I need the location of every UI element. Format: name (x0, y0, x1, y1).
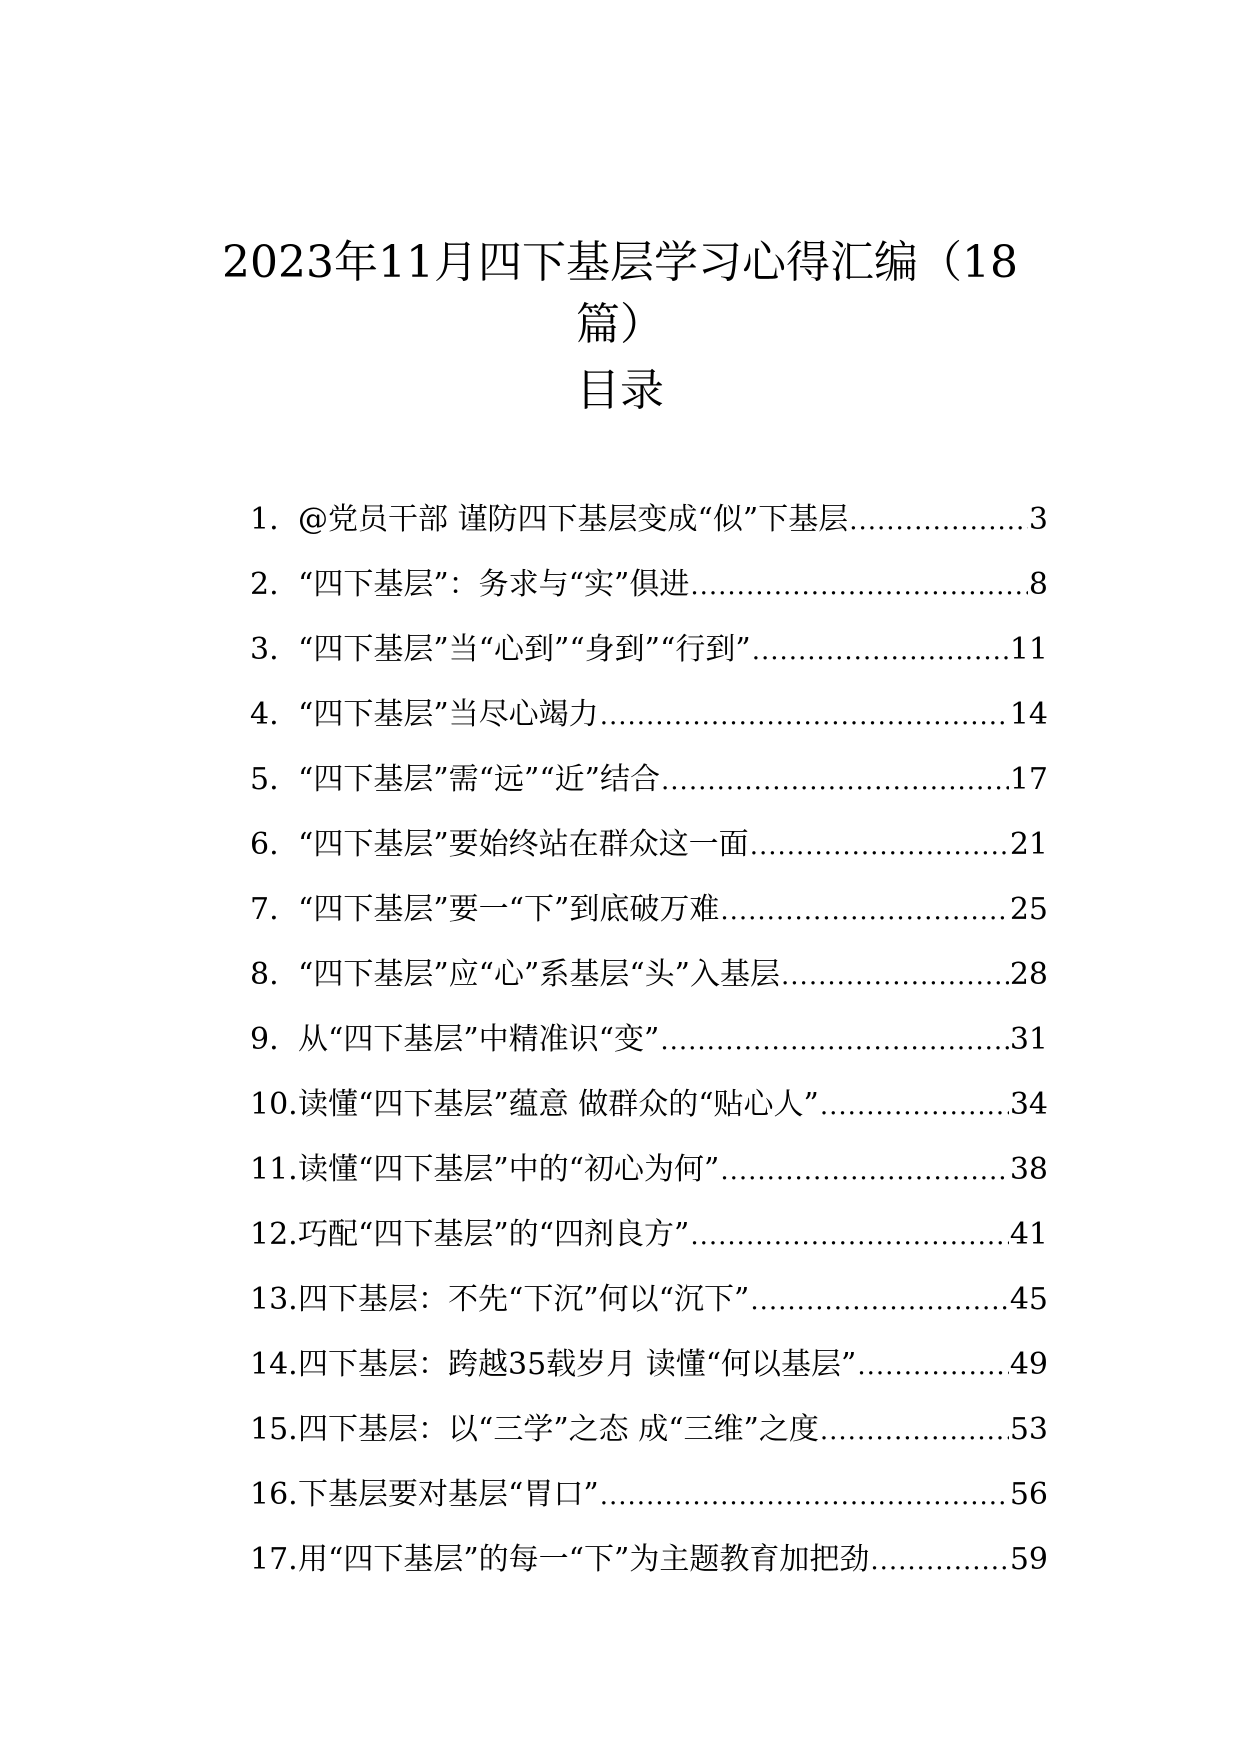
table-of-contents (250, 498, 1048, 1603)
dot-leader (661, 759, 1009, 803)
toc-entry-title: 读懂“四下基层”蕴意 做群众的“贴心人” (298, 1087, 819, 1122)
toc-entry-number: 14. (250, 1347, 298, 1382)
toc-entry[interactable] (250, 1018, 1048, 1083)
toc-entry-number: 9. (250, 1022, 279, 1057)
toc-entry[interactable] (250, 1343, 1048, 1408)
toc-entry[interactable] (250, 498, 1048, 563)
toc-entry-title: 四下基层：不先“下沉”何以“沉下” (298, 1282, 750, 1317)
toc-entry[interactable] (250, 563, 1048, 628)
toc-entry-title: “四下基层”：务求与“实”俱进 (298, 567, 690, 602)
toc-entry[interactable] (250, 1083, 1048, 1148)
toc-entry[interactable] (250, 1538, 1048, 1603)
toc-entry[interactable] (250, 1473, 1048, 1538)
toc-entry-page: 56 (1009, 1477, 1048, 1512)
toc-entry-number: 8. (250, 957, 279, 992)
dot-leader (752, 629, 1009, 673)
dot-leader (690, 564, 1028, 608)
toc-entry[interactable] (250, 758, 1048, 823)
toc-entry-number: 5. (250, 762, 279, 797)
toc-entry-page: 38 (1009, 1152, 1048, 1187)
toc-entry[interactable] (250, 1278, 1048, 1343)
toc-entry[interactable] (250, 1148, 1048, 1213)
toc-entry-number: 17. (250, 1542, 298, 1577)
toc-entry-page: 49 (1009, 1347, 1048, 1382)
toc-entry-page: 14 (1009, 697, 1048, 732)
toc-entry[interactable] (250, 888, 1048, 953)
toc-entry-title: “四下基层”要一“下”到底破万难 (298, 892, 720, 927)
toc-entry-page: 53 (1009, 1412, 1048, 1447)
toc-entry-title: 从“四下基层”中精准识“变” (298, 1022, 660, 1057)
toc-entry-number: 15. (250, 1412, 298, 1447)
toc-entry-number: 13. (250, 1282, 298, 1317)
dot-leader (849, 499, 1028, 543)
toc-entry[interactable] (250, 1408, 1048, 1473)
toc-entry-number: 12. (250, 1217, 298, 1252)
toc-entry-title: “四下基层”当尽心竭力 (298, 697, 599, 732)
toc-entry-number: 11. (250, 1152, 298, 1187)
dot-leader (750, 1279, 1008, 1323)
dot-leader (857, 1344, 1008, 1388)
dot-leader (600, 694, 1009, 738)
dot-leader (600, 1474, 1009, 1518)
dot-leader (820, 1409, 1009, 1453)
toc-entry-title: “四下基层”当“心到”“身到”“行到” (298, 632, 751, 667)
toc-entry-page: 41 (1009, 1217, 1048, 1252)
toc-entry-page: 8 (1028, 567, 1048, 602)
toc-entry-title: 巧配“四下基层”的“四剂良方” (298, 1217, 690, 1252)
toc-entry-page: 17 (1009, 762, 1048, 797)
toc-entry-number: 16. (250, 1477, 298, 1512)
dot-leader (750, 824, 1009, 868)
dot-leader (781, 954, 1009, 998)
toc-entry-title: 读懂“四下基层”中的“初心为何” (298, 1152, 720, 1187)
toc-entry-page: 45 (1009, 1282, 1048, 1317)
toc-entry-title: 下基层要对基层“胃口” (298, 1477, 599, 1512)
document-header (190, 232, 1050, 422)
toc-entry-page: 25 (1009, 892, 1048, 927)
toc-entry-title: “四下基层”要始终站在群众这一面 (298, 827, 749, 862)
toc-entry-number: 7. (250, 892, 279, 927)
toc-entry-page: 31 (1009, 1022, 1048, 1057)
toc-entry-page: 34 (1009, 1087, 1048, 1122)
document-title-line-2: 篇） (576, 299, 664, 350)
toc-entry-page: 28 (1009, 957, 1048, 992)
toc-entry[interactable] (250, 693, 1048, 758)
toc-entry[interactable] (250, 953, 1048, 1018)
toc-entry-title: @党员干部 谨防四下基层变成“似”下基层 (298, 502, 849, 537)
dot-leader (690, 1214, 1008, 1258)
toc-entry-page: 11 (1009, 632, 1048, 667)
toc-entry-page: 3 (1028, 502, 1048, 537)
toc-entry-number: 2. (250, 567, 279, 602)
toc-entry-number: 4. (250, 697, 279, 732)
document-title-line-1: 2023年11月四下基层学习心得汇编（18 (222, 237, 1018, 288)
toc-entry-number: 6. (250, 827, 279, 862)
toc-entry-number: 10. (250, 1087, 298, 1122)
toc-entry[interactable] (250, 1213, 1048, 1278)
toc-entry-page: 59 (1009, 1542, 1048, 1577)
dot-leader (720, 889, 1008, 933)
toc-entry-title: 用“四下基层”的每一“下”为主题教育加把劲 (298, 1542, 870, 1577)
dot-leader (870, 1539, 1008, 1583)
toc-entry-number: 1. (250, 502, 279, 537)
dot-leader (660, 1019, 1008, 1063)
toc-entry[interactable] (250, 628, 1048, 693)
toc-entry-title: “四下基层”应“心”系基层“头”入基层 (298, 957, 781, 992)
toc-heading: 目录 (576, 365, 664, 416)
toc-entry-title: “四下基层”需“远”“近”结合 (298, 762, 661, 797)
toc-entry[interactable] (250, 823, 1048, 888)
toc-entry-title: 四下基层：以“三学”之态 成“三维”之度 (298, 1412, 819, 1447)
toc-entry-title: 四下基层：跨越35载岁月 读懂“何以基层” (298, 1347, 857, 1382)
toc-entry-number: 3. (250, 632, 279, 667)
dot-leader (720, 1149, 1008, 1193)
toc-entry-page: 21 (1009, 827, 1048, 862)
dot-leader (820, 1084, 1009, 1128)
